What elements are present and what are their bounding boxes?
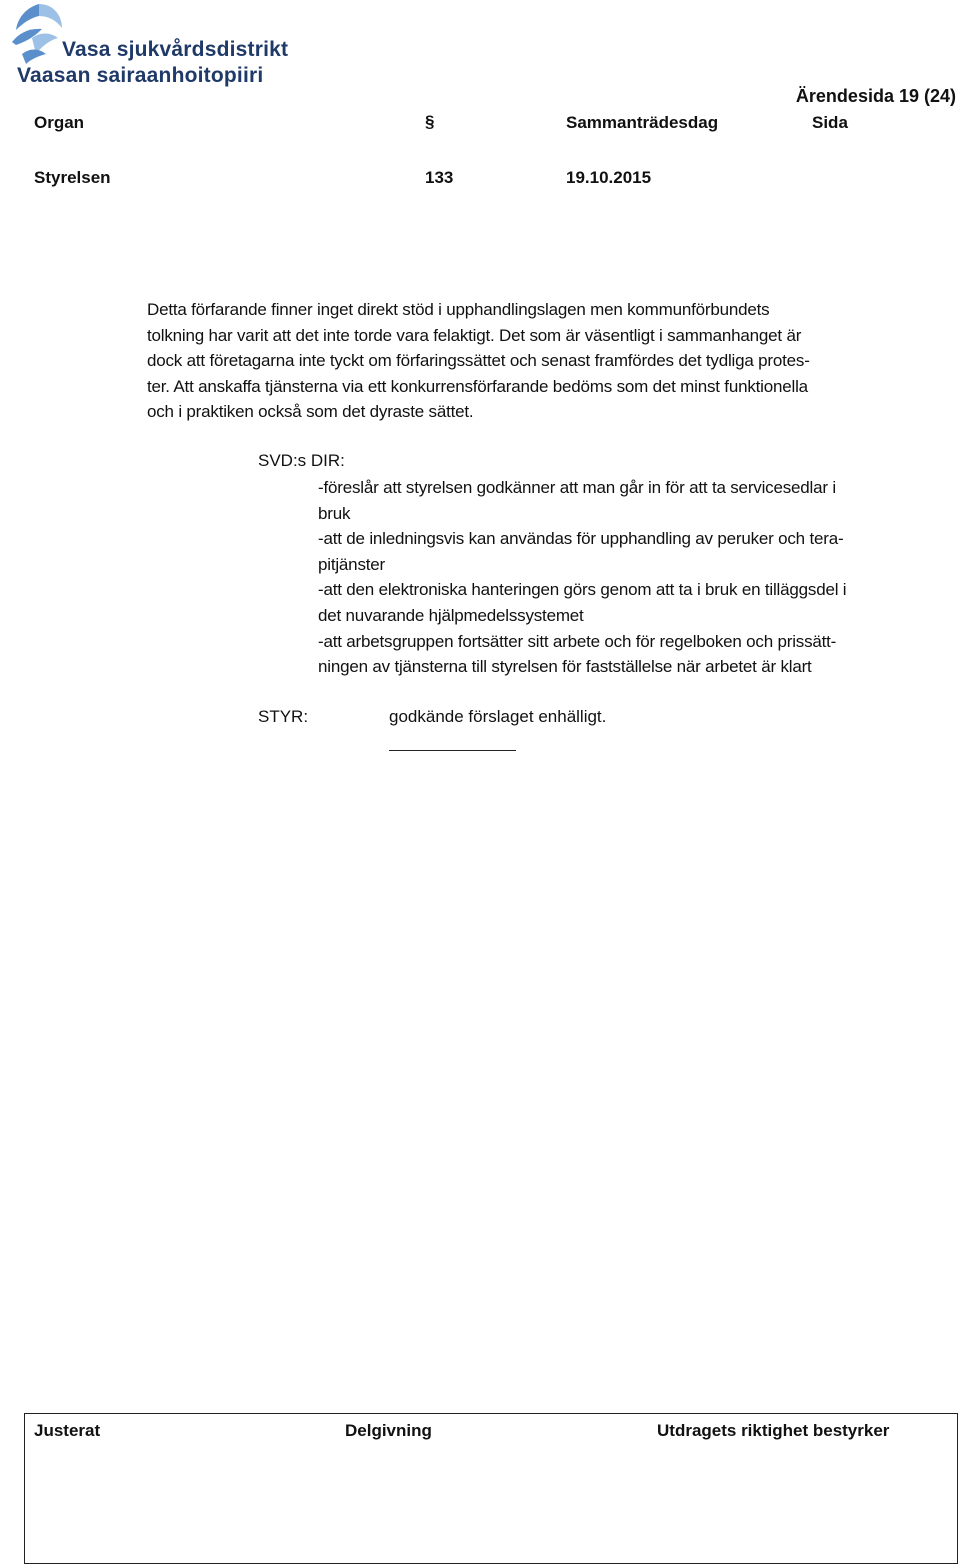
proposal-line: -att de inledningsvis kan användas för upphandling av peruker och tera- [318, 529, 844, 549]
paragraph-line: ter. Att anskaffa tjänsterna via ett konkurrensförfarande bedöms som det minst funktionella [147, 376, 808, 396]
paragraph-line: och i praktiken också som det dyraste sättet. [147, 402, 474, 422]
page-reference: Ärendesida 19 (24) [795, 86, 956, 106]
decision-text: godkände förslaget enhälligt. [389, 707, 607, 726]
decision-label: STYR: [258, 707, 309, 726]
proposal-list [318, 475, 846, 680]
header-label-meeting-date: Sammanträdesdag [566, 113, 719, 132]
paragraph-line: tolkning har varit att det inte torde vara felaktigt. Det som är väsentligt i sammanhanget är [147, 325, 802, 345]
proposal-line: det nuvarande hjälpmedelssystemet [318, 605, 584, 625]
header-label-organ: Organ [34, 113, 85, 132]
proposal-line: pitjänster [318, 554, 385, 574]
body-paragraph [147, 297, 810, 425]
header-label-page: Sida [812, 113, 848, 132]
proposal-line: -föreslår att styrelsen godkänner att man går in för att ta servicesedlar i [318, 478, 836, 497]
brand-name-swedish: Vasa sjukvårdsdistrikt [62, 38, 289, 61]
header-value-section: 133 [425, 168, 454, 187]
header-value-meeting-date: 19.10.2015 [566, 168, 652, 187]
proposal-line: -att arbetsgruppen fortsätter sitt arbete och för regelboken och prissätt- [318, 631, 837, 651]
proposal-line: -att den elektroniska hanteringen görs genom att ta i bruk en tilläggsdel i [318, 580, 847, 600]
paragraph-line: dock att företagarna inte tyckt om förfaringssättet och senast framfördes det tydliga protes- [147, 351, 810, 371]
logo-icon [8, 2, 68, 64]
divider-line [389, 750, 516, 751]
paragraph-line: Detta förfarande finner inget direkt stöd i upphandlingslagen men kommunförbundets [147, 300, 770, 319]
footer-label-justerat: Justerat [34, 1421, 101, 1440]
proposal-line: bruk [318, 503, 351, 523]
proposal-label: SVD:s DIR: [258, 451, 345, 470]
header-label-section: § [425, 112, 435, 131]
proposal-line: ningen av tjänsterna till styrelsen för fastställelse när arbetet är klart [318, 657, 812, 677]
footer-label-delgivning: Delgivning [345, 1421, 432, 1440]
header-value-organ: Styrelsen [34, 168, 111, 187]
brand-name-finnish: Vaasan sairaanhoitopiiri [17, 64, 264, 87]
footer-label-utdrag: Utdragets riktighet bestyrker [657, 1421, 890, 1440]
